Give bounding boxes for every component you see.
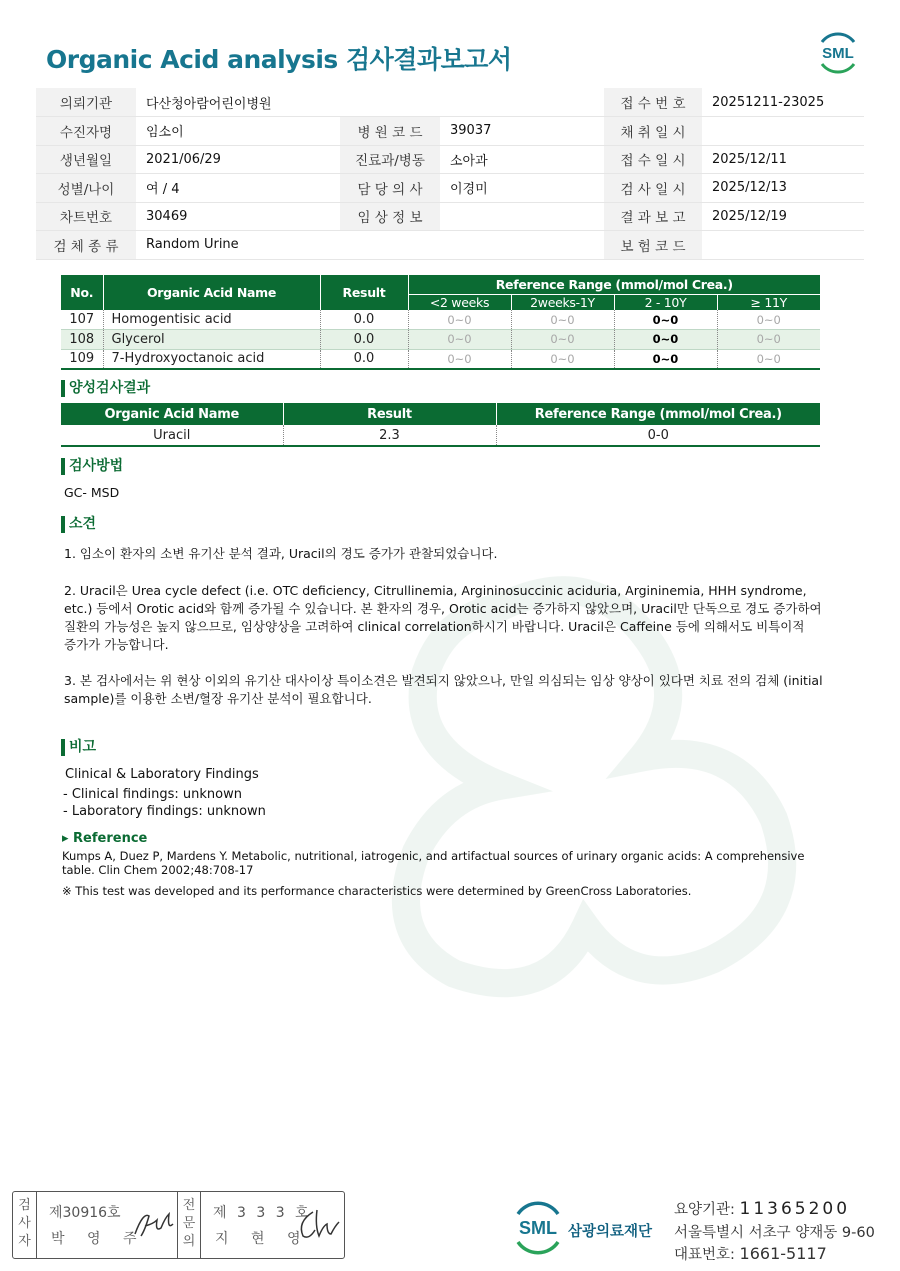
info-row: [36, 174, 864, 203]
hospital-code-label: 병 원 코 드: [340, 117, 440, 146]
foundation-name: 삼광의료재단: [568, 1224, 653, 1240]
insurance-label: 보 험 코 드: [604, 231, 702, 260]
info-row: [36, 145, 864, 174]
remarks-section-title: 비고: [61, 739, 96, 756]
positive-name-header: Organic Acid Name: [61, 403, 283, 425]
method-text: GC- MSD: [64, 485, 120, 500]
finding-line: 2. Uracil은 Urea cycle defect (i.e. OTC deficiency, Citrullinemia, Argininosuccinic aciduria, Argininemia, HHH syndrome,: [64, 583, 807, 598]
age-group-header: ≥ 11Y: [717, 294, 820, 310]
positive-result-header: Result: [283, 403, 496, 425]
row-result: 0.0: [320, 330, 408, 350]
info-row: [36, 117, 864, 146]
dob-value: 2021/06/29: [136, 145, 340, 174]
disclaimer-note: ※ This test was developed and its performance characteristics were determined by GreenCross Laboratories.: [62, 884, 692, 898]
clinical-info-value: [440, 202, 604, 231]
info-row: [36, 88, 864, 117]
report-date-value: 2025/12/19: [702, 202, 864, 231]
specimen-value: Random Urine: [136, 231, 604, 260]
specimen-label: 검 체 종 류: [36, 231, 136, 260]
row-ref: 0~0: [511, 310, 614, 330]
reference-title: ▸ Reference: [62, 831, 148, 846]
org-phone: 대표번호: 1661-5117: [674, 1244, 827, 1263]
dob-label: 생년월일: [36, 145, 136, 174]
row-no: 108: [61, 330, 103, 350]
positive-result: 2.3: [283, 425, 496, 446]
positive-section-title: 양성검사결과: [61, 380, 150, 397]
doctor-label: 담 당 의 사: [340, 174, 440, 203]
tester-signature: [131, 1206, 175, 1242]
patient-label: 수진자명: [36, 117, 136, 146]
table-row: [61, 349, 820, 369]
finding-paragraph-1: 1. 임소이 환자의 소변 유기산 분석 결과, Uracil의 경도 증가가 관찰되었습니다.: [64, 546, 498, 561]
institution-label: 의뢰기관: [36, 88, 136, 117]
department-value: 소아과: [440, 145, 604, 174]
positive-ref-header: Reference Range (mmol/mol Crea.): [496, 403, 820, 425]
findings-section-title: 소견: [61, 516, 96, 533]
finding-line: 질환의 가능성은 높지 않으므로, 임상양상을 고려하여 clinical correlation하시기 바랍니다. Uracil은 Caffeine 등에 의해서도 비특이적: [64, 619, 805, 634]
info-row: [36, 231, 864, 260]
tester-name: 박 영 주: [51, 1231, 146, 1247]
remarks-line: - Clinical findings: unknown: [63, 787, 242, 802]
receipt-no-label: 접 수 번 호: [604, 88, 702, 117]
receipt-date-value: 2025/12/11: [702, 145, 864, 174]
row-ref: 0~0: [408, 349, 511, 369]
receipt-no-value: 20251211-23025: [702, 88, 864, 117]
clinical-info-label: 임 상 정 보: [340, 202, 440, 231]
tester-label: 검 사 자: [13, 1192, 37, 1258]
row-ref: 0~0: [717, 310, 820, 330]
institution-value: 다산청아람어린이병원: [136, 88, 604, 117]
sml-footer-logo: [510, 1198, 566, 1256]
chart-no-label: 차트번호: [36, 202, 136, 231]
org-address: 서울특별시 서초구 양재동 9-60: [674, 1225, 875, 1241]
row-ref: 0~0: [614, 330, 717, 350]
row-ref: 0~0: [408, 330, 511, 350]
department-label: 진료과/병동: [340, 145, 440, 174]
table-row: [61, 425, 820, 446]
receipt-date-label: 접 수 일 시: [604, 145, 702, 174]
row-ref: 0~0: [717, 330, 820, 350]
row-no: 107: [61, 310, 103, 330]
finding-line: 3. 본 검사에서는 위 현상 이외의 유기산 대사이상 특이소견은 발견되지 않았으나, 만일 의심되는 임상 양상이 있다면 치료 전의 검체 (initial: [64, 673, 823, 688]
row-result: 0.0: [320, 310, 408, 330]
row-ref: 0~0: [614, 349, 717, 369]
facility-code: 요양기관: 11365200: [674, 1199, 851, 1219]
tester-license-no: 제30916호: [49, 1205, 121, 1221]
col-result-header: Result: [320, 275, 408, 310]
collection-date-label: 채 취 일 시: [604, 117, 702, 146]
patient-info-table: [36, 88, 864, 260]
age-group-header: <2 weeks: [408, 294, 511, 310]
report-date-label: 결 과 보 고: [604, 202, 702, 231]
page-title: Organic Acid analysis 검사결과보고서: [46, 45, 512, 74]
info-row: [36, 202, 864, 231]
specialist-license-no: 제 3 3 3 호: [213, 1205, 312, 1221]
finding-line: sample)를 이용한 소변/혈장 유기산 분석이 필요합니다.: [64, 691, 372, 706]
insurance-value: [702, 231, 864, 260]
remarks-heading: Clinical & Laboratory Findings: [65, 767, 259, 782]
method-section-title: 검사방법: [61, 458, 123, 475]
row-name: Homogentisic acid: [103, 310, 320, 330]
row-ref: 0~0: [511, 330, 614, 350]
row-no: 109: [61, 349, 103, 369]
col-no-header: No.: [61, 275, 103, 310]
col-ref-header: Reference Range (mmol/mol Crea.): [408, 275, 820, 294]
chart-no-value: 30469: [136, 202, 340, 231]
positive-name: Uracil: [61, 425, 283, 446]
row-name: Glycerol: [103, 330, 320, 350]
remarks-line: - Laboratory findings: unknown: [63, 804, 266, 819]
doctor-value: 이경미: [440, 174, 604, 203]
row-result: 0.0: [320, 349, 408, 369]
age-group-header: 2weeks-1Y: [511, 294, 614, 310]
test-date-label: 검 사 일 시: [604, 174, 702, 203]
row-ref: 0~0: [614, 310, 717, 330]
specialist-name: 지 현 영: [215, 1231, 310, 1247]
signature-box: [12, 1191, 345, 1259]
finding-line: 증가가 가능합니다.: [64, 637, 169, 652]
row-ref: 0~0: [717, 349, 820, 369]
positive-ref: 0-0: [496, 425, 820, 446]
row-ref: 0~0: [511, 349, 614, 369]
sex-age-value: 여 / 4: [136, 174, 340, 203]
hospital-code-value: 39037: [440, 117, 604, 146]
row-name: 7-Hydroxyoctanoic acid: [103, 349, 320, 369]
svg-text:SML: SML: [519, 1218, 557, 1238]
finding-line: etc.) 등에서 Orotic acid와 함께 증가될 수 있습니다. 본 환자의 경우, Orotic acid는 증가하지 않았으며, Uracil만 단독으로 경도 증가하여: [64, 601, 822, 616]
sex-age-label: 성별/나이: [36, 174, 136, 203]
test-date-value: 2025/12/13: [702, 174, 864, 203]
positive-results-table: [61, 403, 820, 447]
reference-line: Kumps A, Duez P, Mardens Y. Metabolic, nutritional, iatrogenic, and artifactual sources of urinary organic acids: A comprehensive: [62, 849, 805, 863]
svg-text:SML: SML: [822, 45, 854, 62]
patient-value: 임소이: [136, 117, 340, 146]
results-table: [61, 275, 820, 370]
table-row: [61, 330, 820, 350]
age-group-header: 2 - 10Y: [614, 294, 717, 310]
collection-date-value: [702, 117, 864, 146]
specialist-signature: [295, 1206, 341, 1244]
row-ref: 0~0: [408, 310, 511, 330]
sml-logo: [814, 30, 862, 76]
reference-line: table. Clin Chem 2002;48:708-17: [62, 863, 254, 877]
col-name-header: Organic Acid Name: [103, 275, 320, 310]
specialist-label: 전 문 의: [177, 1192, 201, 1258]
table-row: [61, 310, 820, 330]
